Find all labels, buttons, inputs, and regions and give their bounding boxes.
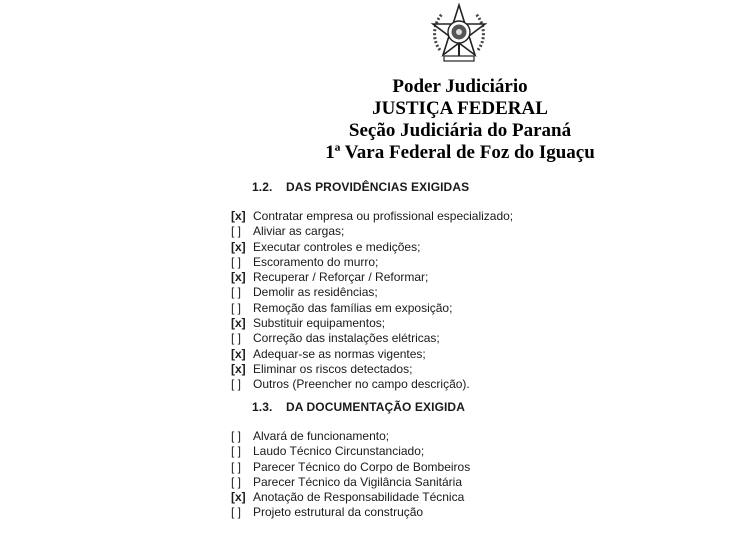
checkbox-mark: [ ] <box>231 254 242 269</box>
checkbox-mark: [ ] <box>231 300 242 315</box>
section-title-documentacao <box>252 400 465 414</box>
item-text: Outros (Preencher no campo descrição). <box>253 377 470 392</box>
list-item <box>231 444 470 459</box>
header-line-poder: Poder Judiciário <box>392 76 528 97</box>
list-item <box>231 270 513 285</box>
item-text: Demolir as residências; <box>253 285 378 300</box>
checkbox-mark: [x] <box>231 361 246 376</box>
court-header <box>300 76 620 164</box>
item-text: Executar controles e medições; <box>253 239 421 254</box>
header-line-justica: JUSTIÇA FEDERAL <box>372 98 548 119</box>
checkbox-mark: [ ] <box>231 505 242 520</box>
list-item <box>231 240 513 255</box>
header-line-secao: Seção Judiciária do Paraná <box>348 120 572 141</box>
item-text: Adequar-se as normas vigentes; <box>253 346 426 361</box>
section-title-providencias <box>252 180 469 194</box>
providencias-list <box>231 209 513 393</box>
list-item <box>231 475 470 490</box>
checkbox-mark: [ ] <box>231 224 242 239</box>
item-text: Laudo Técnico Circunstanciado; <box>253 444 425 459</box>
item-text: Recuperar / Reforçar / Reformar; <box>253 270 429 285</box>
list-item <box>231 301 513 316</box>
checkbox-mark: [ ] <box>231 444 242 459</box>
item-text: Parecer Técnico do Corpo de Bombeiros <box>253 459 471 474</box>
section-title-text: DAS PROVIDÊNCIAS EXIGIDAS <box>286 180 470 194</box>
checkbox-mark: [x] <box>231 270 246 285</box>
item-text: Escoramento do murro; <box>253 254 379 269</box>
list-item <box>231 331 513 346</box>
header-line-vara: 1ª Vara Federal de Foz do Iguaçu <box>325 142 595 163</box>
list-item <box>231 224 513 239</box>
checkbox-mark: [ ] <box>231 331 242 346</box>
list-item <box>231 285 513 300</box>
coat-of-arms-seal-icon <box>428 2 490 66</box>
checkbox-mark: [x] <box>231 239 246 254</box>
list-item <box>231 429 470 444</box>
checkbox-mark: [x] <box>231 346 246 361</box>
list-item <box>231 460 470 475</box>
checkbox-mark: [ ] <box>231 459 242 474</box>
item-text: Eliminar os riscos detectados; <box>253 361 413 376</box>
checkbox-mark: [x] <box>231 316 246 331</box>
checkbox-mark: [ ] <box>231 474 242 489</box>
item-text: Alvará de funcionamento; <box>253 429 390 443</box>
item-text: Projeto estrutural da construção <box>253 505 424 520</box>
checkbox-mark: [ ] <box>231 285 242 300</box>
section-title-text: DA DOCUMENTAÇÃO EXIGIDA <box>286 400 465 414</box>
list-item <box>231 490 470 505</box>
list-item <box>231 362 513 377</box>
checkbox-mark: [x] <box>231 490 246 505</box>
section-number: 1.3. <box>252 400 273 414</box>
item-text: Substituir equipamentos; <box>253 316 386 331</box>
checkbox-mark: [ ] <box>231 429 242 443</box>
item-text: Correção das instalações elétricas; <box>253 331 440 346</box>
list-item <box>231 377 513 392</box>
section-number: 1.2. <box>252 180 273 194</box>
list-item <box>231 316 513 331</box>
list-item <box>231 505 470 520</box>
item-text: Aliviar as cargas; <box>253 224 345 239</box>
list-item <box>231 255 513 270</box>
item-text: Anotação de Responsabilidade Técnica <box>253 490 465 505</box>
item-text: Contratar empresa ou profissional especializado; <box>253 209 514 223</box>
list-item <box>231 347 513 362</box>
item-text: Remoção das famílias em exposição; <box>253 300 453 315</box>
list-item <box>231 209 513 224</box>
checkbox-mark: [x] <box>231 209 246 223</box>
documentacao-list <box>231 429 470 521</box>
item-text: Parecer Técnico da Vigilância Sanitária <box>253 474 463 489</box>
checkbox-mark: [ ] <box>231 377 242 392</box>
